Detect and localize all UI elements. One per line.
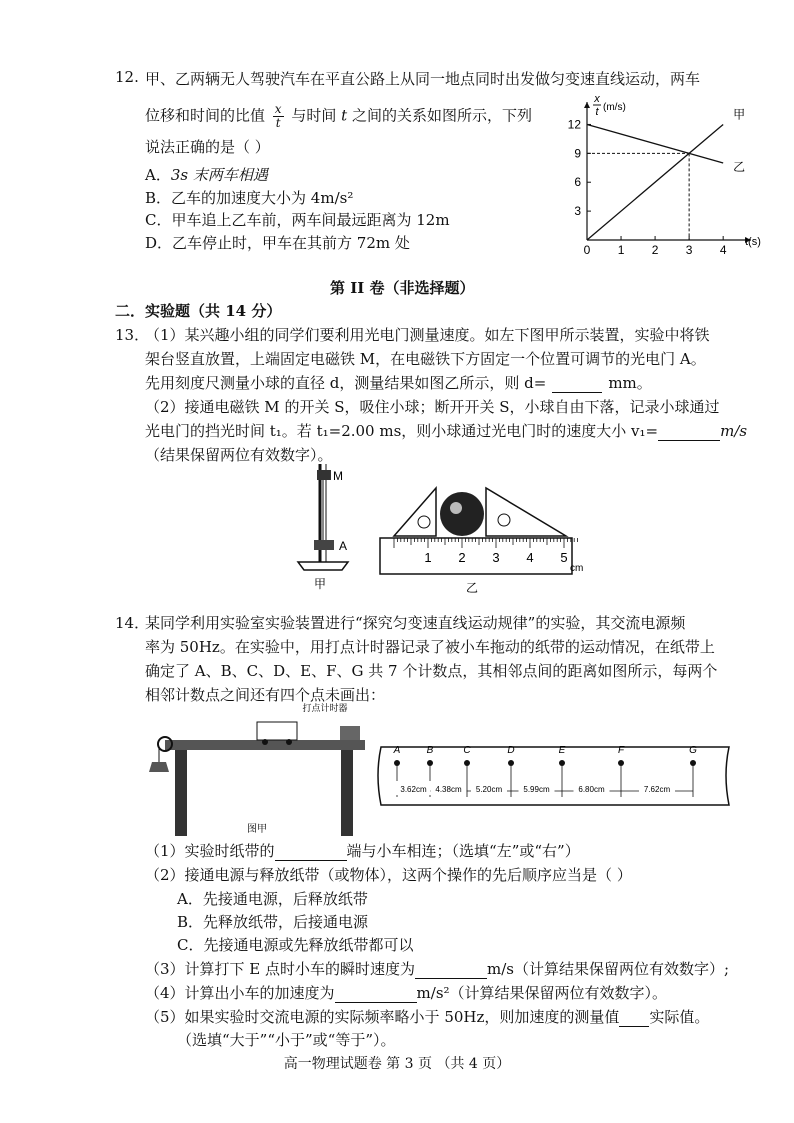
q12-option-a: A．3s 末两车相遇: [145, 166, 268, 184]
series-line-1: [587, 124, 723, 240]
y-tick-label: 12: [567, 117, 581, 132]
y-axis-arrow: [584, 102, 590, 108]
q14-s2-option-c: C．先接通电源或先释放纸带都可以: [177, 936, 414, 954]
tape-point-label: B: [426, 745, 434, 756]
chart-series: [587, 124, 723, 240]
ball: [440, 492, 484, 536]
tape-point-label: D: [507, 745, 515, 756]
svg-text:图甲: 图甲: [247, 824, 267, 835]
ruler-number: 5: [560, 550, 568, 565]
part2-title: 第 II 卷（非选择题）: [330, 279, 475, 297]
ruler-number: 2: [458, 550, 466, 565]
q14-blank-1[interactable]: [275, 842, 347, 861]
tape-point-label: E: [558, 745, 566, 756]
q14-line4: 相邻计数点之间还有四个点未画出：: [145, 686, 386, 704]
series-label-2: 乙: [733, 159, 746, 174]
page-footer: 高一物理试题卷 第 3 页 （共 4 页）: [283, 1056, 511, 1072]
x-tick-label: 2: [651, 243, 659, 257]
q14-blank-5[interactable]: [619, 1008, 649, 1027]
q12-line3: 说法正确的是（ ）: [145, 138, 270, 156]
q13-line6: （结果保留两位有效数字）。: [145, 446, 333, 464]
q13-figure-stand: [290, 462, 370, 592]
q14-s2: （2）接通电源与释放纸带（或物体），这两个操作的先后顺序应当是（ ）: [145, 866, 632, 884]
ruler-body: [380, 538, 572, 574]
q14-s5: （5）如果实验时交流电源的实际频率略小于 50Hz，则加速度的测量值 实际值。: [145, 1008, 710, 1026]
svg-text:甲: 甲: [314, 577, 327, 591]
xlabel: t(s): [745, 236, 761, 248]
ylabel-num: x: [594, 93, 600, 105]
ruler-number: 4: [526, 550, 534, 565]
q13-line5: 光电门的挡光时间 t₁。若 t₁=2.00 ms，则小球通过光电门时的速度大小 v₁= m/s: [145, 422, 748, 440]
q14-line2: 率为 50Hz。在实验中，用打点计时器记录了被小车拖动的纸带的运动情况，在纸带上: [145, 638, 715, 656]
ruler-number: 1: [424, 550, 432, 565]
q12-line2a: 位移和时间的比值: [145, 106, 266, 125]
y-tick-label: 9: [574, 146, 581, 161]
svg-text:M: M: [333, 469, 343, 483]
x-tick-label: 4: [719, 243, 727, 257]
series-label-1: 甲: [733, 107, 746, 122]
tape-gap-label: 5.20cm: [475, 785, 503, 794]
q12-line2t: t: [341, 106, 348, 125]
q13-figure-ruler: [376, 478, 584, 598]
svg-text:打点计时器: 打点计时器: [302, 703, 348, 713]
q14-line3: 确定了 A、B、C、D、E、F、G 共 7 个计数点，其相邻点间的距离如图所示，每两个: [145, 662, 718, 680]
tape-point-label: A: [393, 745, 401, 756]
q13-line2: 架台竖直放置，上端固定电磁铁 M，在电磁铁下方固定一个位置可调节的光电门 A。: [145, 350, 706, 368]
q12-line2c: 之间的关系如图所示，下列: [351, 106, 532, 125]
q12-frac-den: t: [275, 116, 281, 130]
tape-gap-label: 7.62cm: [643, 785, 671, 794]
q14-s5-hint: （选填“大于”“小于”或“等于”）。: [177, 1031, 396, 1049]
q12-line1: 甲、乙两辆无人驾驶汽车在平直公路上从同一地点同时出发做匀变速直线运动，两车: [145, 70, 701, 88]
q12-option-b: B．乙车的加速度大小为 4m/s²: [145, 189, 354, 207]
q13-line4: （2）接通电磁铁 M 的开关 S，吸住小球；断开开关 S，小球自由下落，记录小球通过: [145, 398, 720, 416]
ruler-number: 3: [492, 550, 500, 565]
q13-blank-v[interactable]: [658, 422, 720, 441]
ruler-unit: cm: [570, 563, 584, 574]
q12-line2: [145, 103, 532, 130]
electromagnet-m: [317, 470, 331, 480]
q12-frac-num: x: [274, 102, 282, 116]
x-tick-label: 1: [617, 243, 625, 257]
q12-option-c: C．甲车追上乙车前，两车间最远距离为 12m: [145, 211, 450, 229]
xt-chart: [555, 92, 761, 267]
timer: [340, 726, 360, 740]
tape-gap-label: 4.38cm: [435, 785, 462, 794]
q14-s1: （1）实验时纸带的 端与小车相连；（选填“左”或“右”）: [145, 842, 580, 860]
x-tick-label: 3: [685, 243, 693, 257]
y-tick-label: 6: [574, 175, 581, 190]
tape-point-label: F: [617, 745, 625, 756]
tape-gap-label: 6.80cm: [578, 785, 605, 794]
ylabel-unit: (m/s): [603, 102, 626, 113]
q14-blank-3[interactable]: [415, 960, 487, 979]
ylabel-den: t: [595, 106, 599, 118]
q13-blank-d[interactable]: [552, 374, 602, 393]
q13-number: 13．: [115, 326, 150, 344]
q14-figure-tape: [375, 735, 735, 813]
q14-blank-4[interactable]: [335, 984, 417, 1003]
q12-option-d: D．乙车停止时，甲车在其前方 72m 处: [145, 234, 410, 252]
svg-text:乙: 乙: [466, 581, 479, 595]
cart: [257, 722, 297, 740]
q12-fraction: [273, 103, 284, 130]
y-tick-label: 3: [574, 204, 581, 219]
q14-line1: 某同学利用实验室实验装置进行“探究匀变速直线运动规律”的实验，其交流电源频: [145, 614, 686, 632]
q14-s2-option-b: B．先释放纸带，后接通电源: [177, 913, 369, 931]
series-line-2: [587, 124, 723, 163]
section-title: 二．实验题（共 14 分）: [115, 302, 282, 320]
hanging-weight: [149, 762, 169, 772]
q12-line2b: 与时间: [291, 106, 337, 125]
tape-point-label: C: [463, 745, 471, 756]
q14-figure-apparatus: [145, 700, 375, 835]
tape-gap-label: 3.62cm: [400, 785, 427, 794]
x-tick-label: 0: [583, 243, 591, 257]
photogate-a: [314, 540, 334, 550]
q12-number: 12.: [115, 68, 139, 86]
tape-point-label: G: [689, 745, 697, 756]
q14-s2-option-a: A．先接通电源，后释放纸带: [177, 890, 368, 908]
q13-line3: 先用刻度尺测量小球的直径 d，测量结果如图乙所示，则 d= mm。: [145, 374, 652, 392]
q14-number: 14．: [115, 614, 150, 632]
tape-gap-label: 5.99cm: [523, 785, 550, 794]
q14-s3: （3）计算打下 E 点时小车的瞬时速度为 m/s（计算结果保留两位有效数字）;: [145, 960, 730, 978]
q13-line1: （1）某兴趣小组的同学们要利用光电门测量速度。如左下图甲所示装置，实验中将铁: [145, 326, 710, 344]
svg-text:A: A: [339, 539, 348, 553]
q14-s4: （4）计算出小车的加速度为 m/s²（计算结果保留两位有效数字）。: [145, 984, 668, 1002]
